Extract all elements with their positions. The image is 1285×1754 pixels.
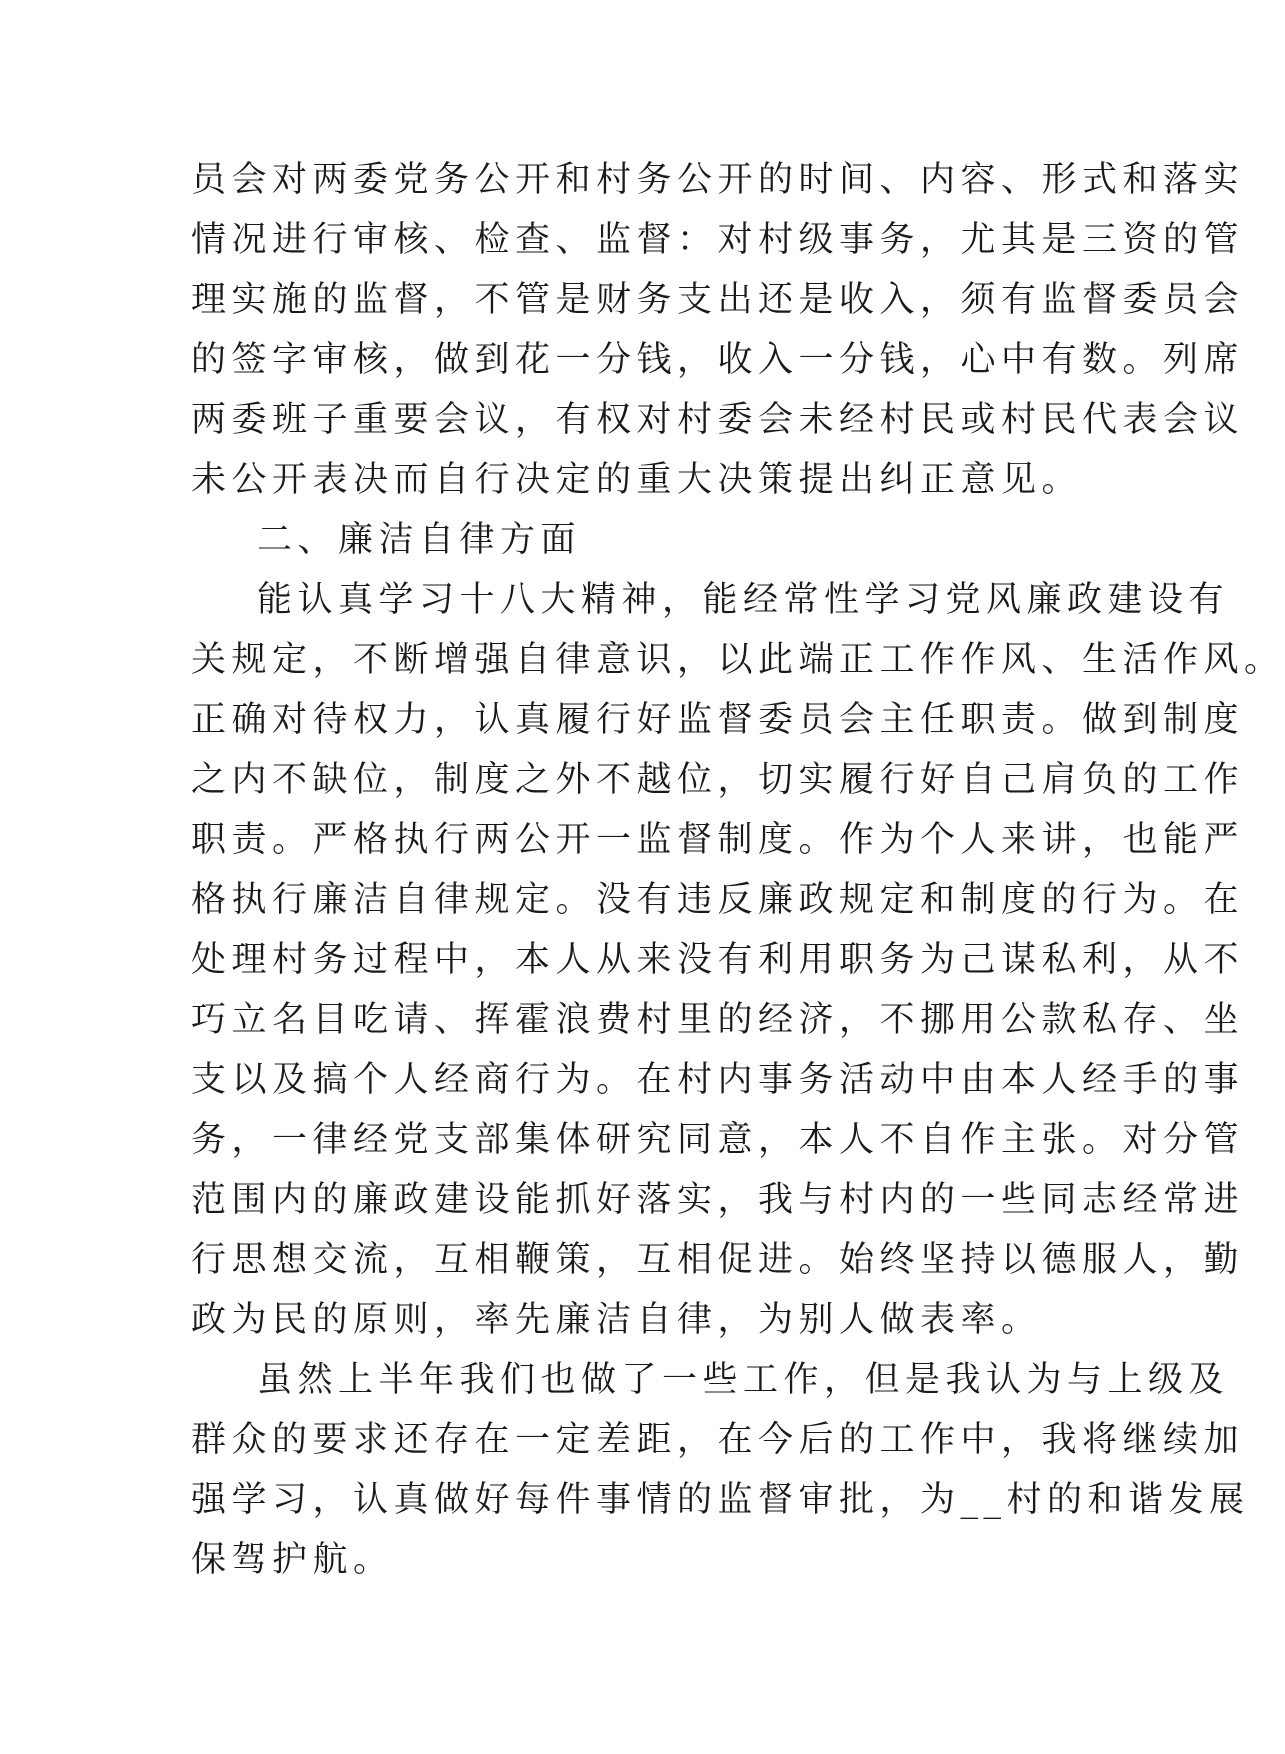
text-line: 务，一律经党支部集体研究同意，本人不自作主张。对分管 <box>191 1120 1245 1160</box>
text-line: 能认真学习十八大精神，能经常性学习党风廉政建设有 <box>257 580 1230 620</box>
text-line: 员会对两委党务公开和村务公开的时间、内容、形式和落实 <box>191 160 1245 200</box>
text-line: 虽然上半年我们也做了一些工作，但是我认为与上级及 <box>257 1360 1230 1400</box>
text-line: 强学习，认真做好每件事情的监督审批，为__村的和谐发展 <box>191 1480 1250 1520</box>
text-line: 二、廉洁自律方面 <box>257 520 582 560</box>
text-line: 巧立名目吃请、挥霍浪费村里的经济，不挪用公款私存、坐 <box>191 1000 1245 1040</box>
text-line: 行思想交流，互相鞭策，互相促进。始终坚持以德服人，勤 <box>191 1240 1245 1280</box>
text-line: 支以及搞个人经商行为。在村内事务活动中由本人经手的事 <box>191 1060 1245 1100</box>
text-line: 保驾护航。 <box>191 1540 394 1580</box>
text-line: 群众的要求还存在一定差距，在今后的工作中，我将继续加 <box>191 1420 1245 1460</box>
text-line: 处理村务过程中，本人从来没有利用职务为己谋私利，从不 <box>191 940 1245 980</box>
text-line: 未公开表决而自行决定的重大决策提出纠正意见。 <box>191 460 1083 500</box>
text-line: 政为民的原则，率先廉洁自律，为别人做表率。 <box>191 1300 1042 1340</box>
text-line: 职责。严格执行两公开一监督制度。作为个人来讲，也能严 <box>191 820 1245 860</box>
text-line: 正确对待权力，认真履行好监督委员会主任职责。做到制度 <box>191 700 1245 740</box>
document-body <box>191 150 1285 1590</box>
text-line: 范围内的廉政建设能抓好落实，我与村内的一些同志经常进 <box>191 1180 1245 1220</box>
text-line: 情况进行审核、检查、监督：对村级事务，尤其是三资的管 <box>191 220 1245 260</box>
text-line: 格执行廉洁自律规定。没有违反廉政规定和制度的行为。在 <box>191 880 1245 920</box>
text-line: 理实施的监督，不管是财务支出还是收入，须有监督委员会 <box>191 280 1245 320</box>
text-line: 之内不缺位，制度之外不越位，切实履行好自己肩负的工作 <box>191 760 1245 800</box>
text-line: 两委班子重要会议，有权对村委会未经村民或村民代表会议 <box>191 400 1245 440</box>
text-line: 关规定，不断增强自律意识，以此端正工作作风、生活作风。 <box>191 640 1285 680</box>
text-line: 的签字审核，做到花一分钱，收入一分钱，心中有数。列席 <box>191 340 1245 380</box>
